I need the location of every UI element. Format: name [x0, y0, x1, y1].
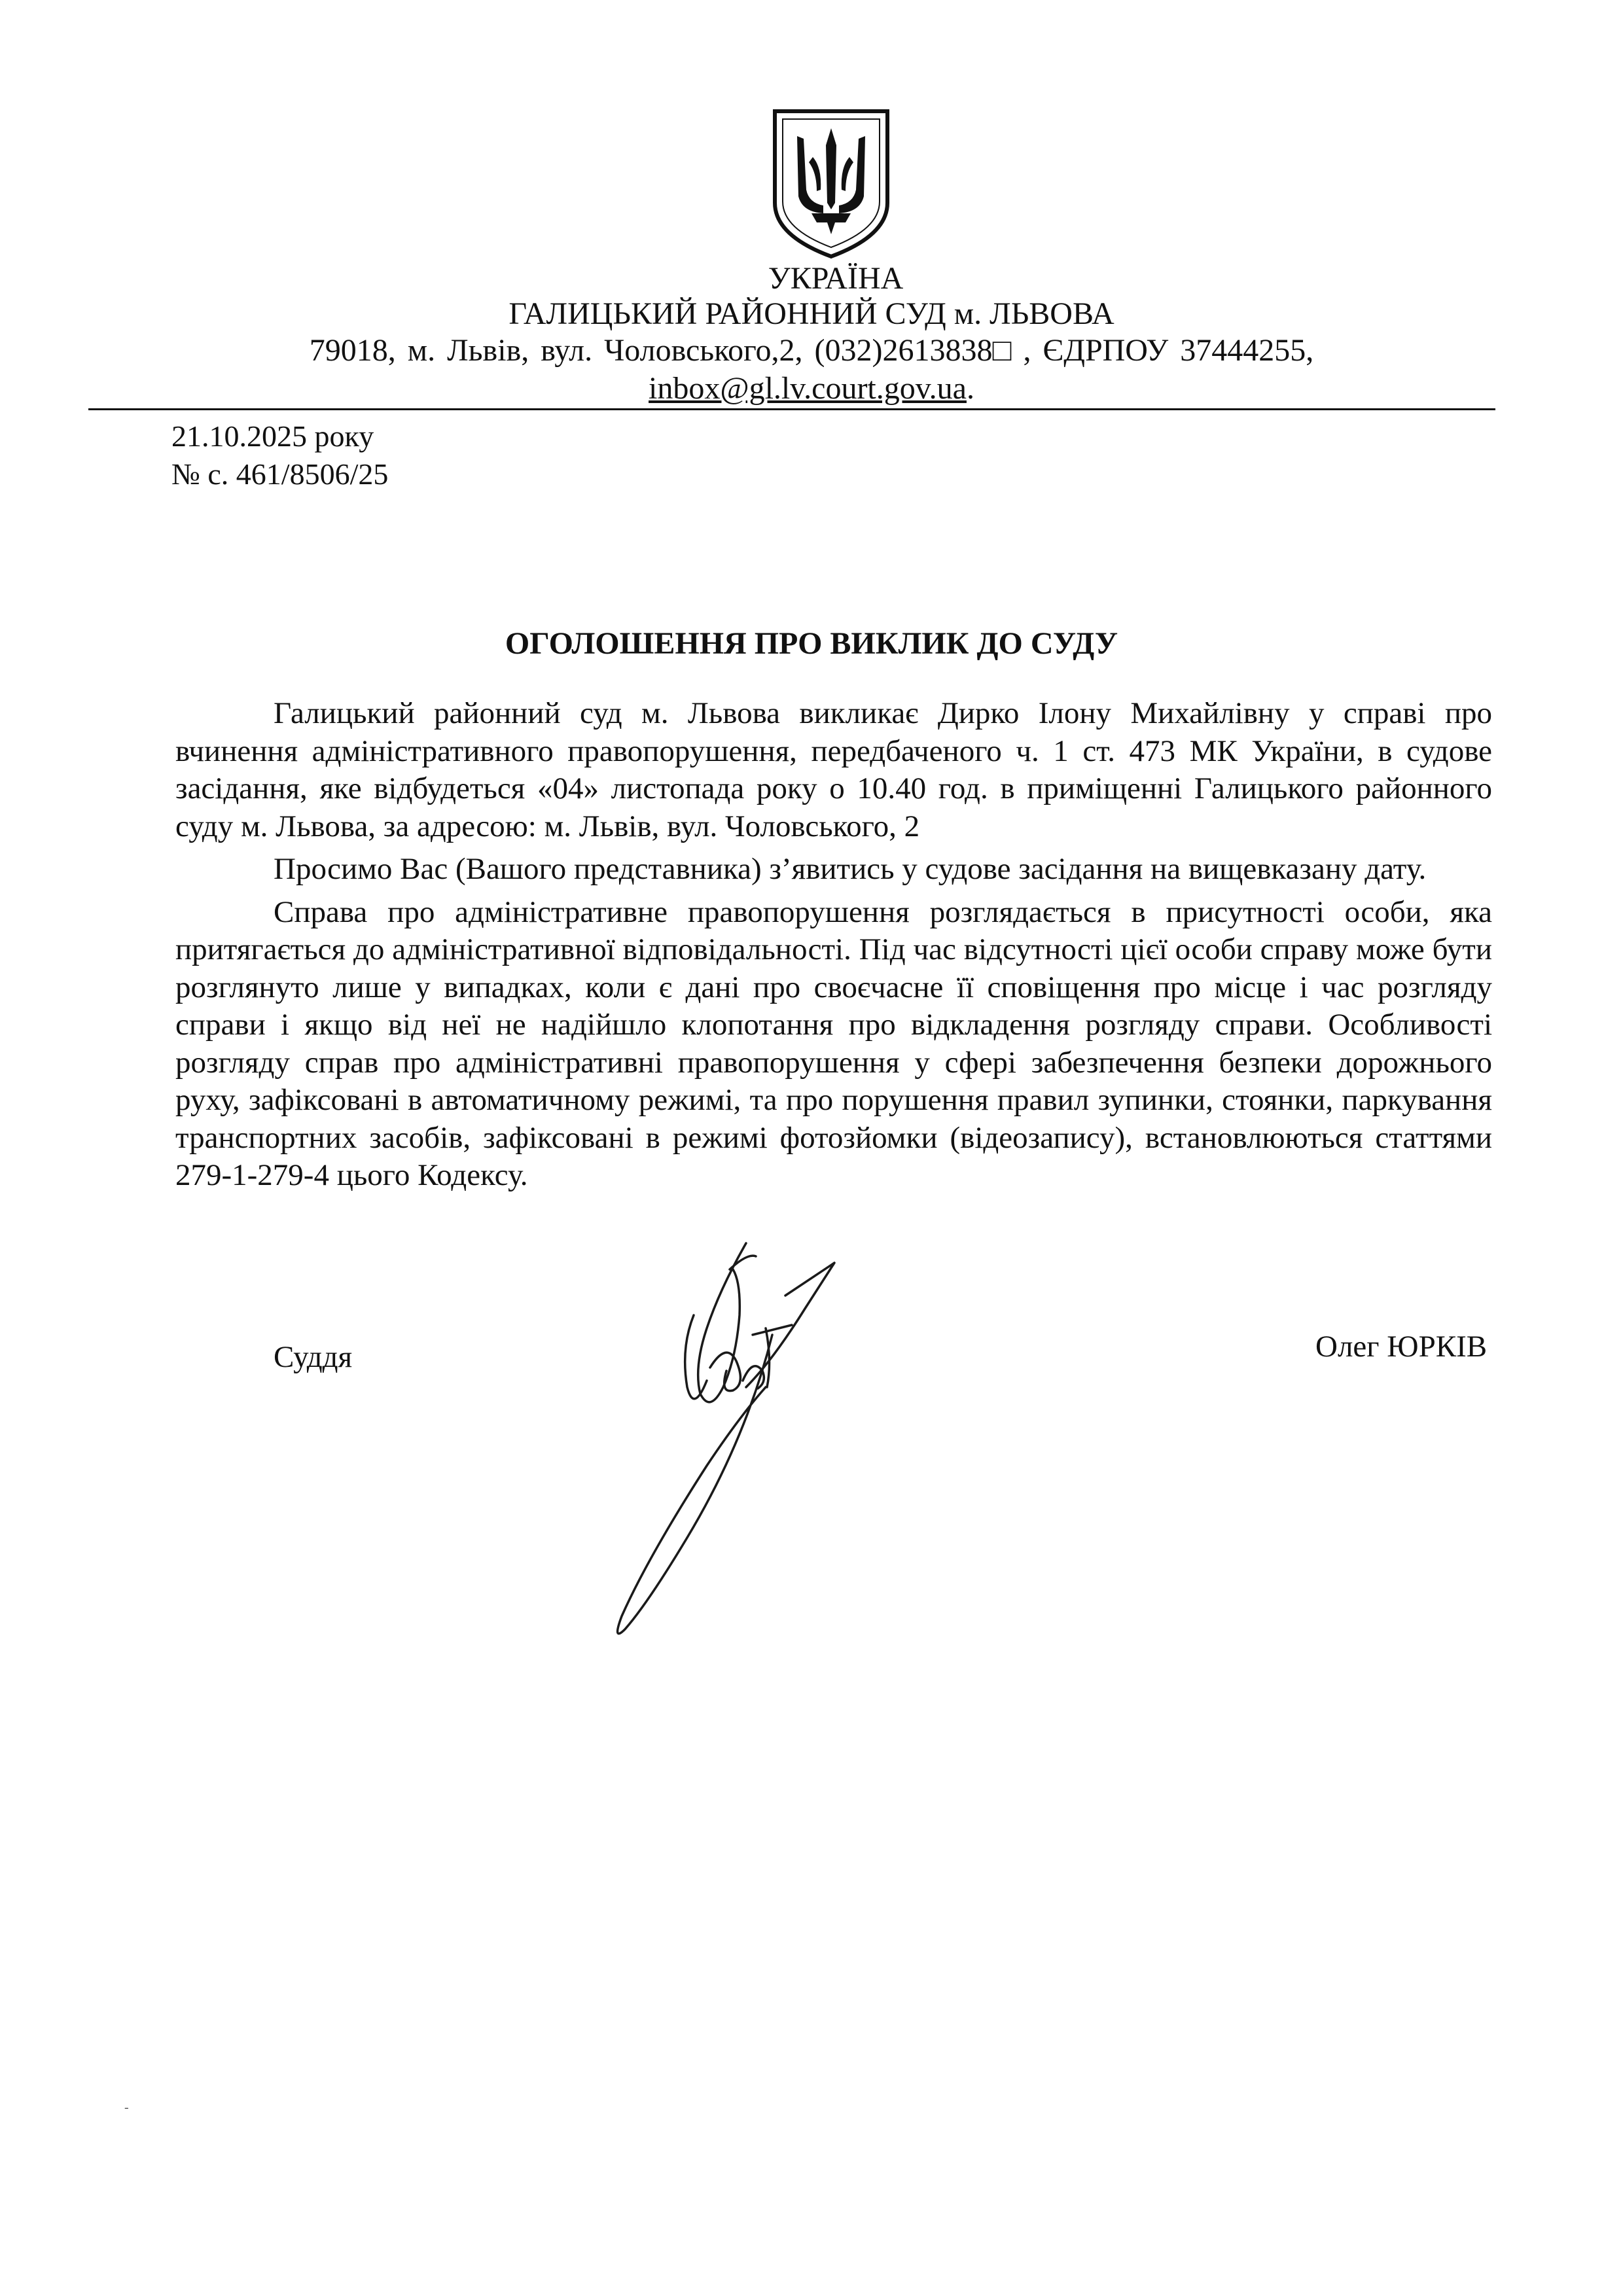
paragraph-request: Просимо Вас (Вашого представника) з’явитись у судове засідання на вищевказану дату.: [274, 852, 1427, 886]
country-heading: УКРАЇНА: [768, 261, 904, 296]
paragraph-legal-notice: Справа про адміністративне правопорушення розглядається в присутності особи, яка притягається до адміністративної відповідальності. Під час відсутності цієї особи справу може бути розглянуто лише у випадках, коли є дані про своєчасне її сповіщення про місце і час розгляду справи і якщо від неї не надійшло клопотання про відкладення розгляду справи. Особливості розгляду справ про адміністративні правопорушення у сфері забезпечення безпеки дорожнього руху, зафіксовані в автоматичному режимі, та про порушення правил зупинки, стоянки, паркування транспортних засобів, зафіксовані в режимі фотозйомки (відеозапису), встановлюються статтями 279-1-279-4 цього Кодексу.: [175, 894, 1492, 1192]
court-name: ГАЛИЦЬКИЙ РАЙОННИЙ СУД м. ЛЬВОВА: [508, 296, 1115, 331]
case-number: № с. 461/8506/25: [171, 457, 389, 491]
court-email: [638, 370, 985, 407]
scan-mark: -: [124, 2100, 129, 2115]
header-divider: [88, 408, 1495, 410]
signatory-name: Олег ЮРКІВ: [1315, 1330, 1488, 1364]
paragraph-summons: Галицький районний суд м. Львова викликає Дирко Ілону Михайлівну у справі про вчинення адміністративного правопорушення, передбаченого ч. 1 ст. 473 МК України, в судове засідання, яке відбудеться «04» листопада року о 10.40 год. в приміщенні Галицького районного суду м. Львова, за адресою: м. Львів, вул. Чоловського, 2: [175, 696, 1492, 843]
email-suffix: .: [966, 371, 974, 406]
handwritten-signature: [576, 1230, 942, 1688]
email-link[interactable]: inbox@gl.lv.court.gov.ua: [649, 371, 967, 406]
court-address: 79018, м. Львів, вул. Чоловського,2, (032)2613838□ , ЄДРПОУ 37444255,: [309, 333, 1314, 368]
signatory-role: Суддя: [274, 1340, 353, 1374]
document-body: [175, 695, 1492, 1200]
document-title: ОГОЛОШЕННЯ ПРО ВИКЛИК ДО СУДУ: [505, 626, 1118, 661]
tryzub-coat-of-arms-icon: [766, 105, 897, 262]
document-date: 21.10.2025 року: [171, 419, 374, 453]
